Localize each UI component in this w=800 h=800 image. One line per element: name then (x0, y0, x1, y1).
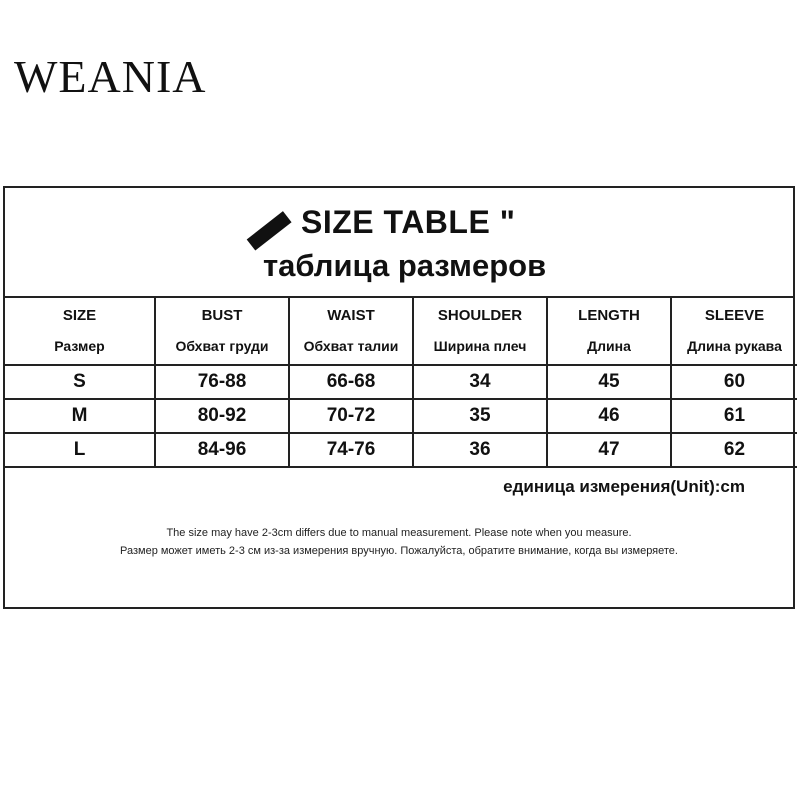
title-slash-mark (247, 211, 292, 250)
table-header-row (5, 296, 797, 365)
cell-size: S (5, 365, 155, 399)
cell-sleeve: 62 (671, 433, 797, 467)
cell-sleeve: 61 (671, 399, 797, 433)
header-cell-shoulder: SHOULDER Ширина плеч (413, 296, 547, 365)
header-cell-bust: BUST Обхват груди (155, 296, 289, 365)
size-table (5, 296, 797, 468)
measurement-note-russian: Размер может иметь 2-3 см из-за измерения вручную. Пожалуйста, обратите внимание, когда вы измеряете. (120, 545, 678, 557)
brand-logo: WEANIA (14, 51, 207, 102)
header-cell-size: SIZE Размер (5, 296, 155, 365)
cell-length: 45 (547, 365, 671, 399)
cell-waist: 74-76 (289, 433, 413, 467)
cell-bust: 76-88 (155, 365, 289, 399)
cell-waist: 70-72 (289, 399, 413, 433)
cell-waist: 66-68 (289, 365, 413, 399)
cell-size: M (5, 399, 155, 433)
cell-bust: 80-92 (155, 399, 289, 433)
cell-shoulder: 36 (413, 433, 547, 467)
cell-length: 46 (547, 399, 671, 433)
title-russian: таблица размеров (263, 248, 547, 283)
cell-shoulder: 35 (413, 399, 547, 433)
table-row (5, 433, 797, 467)
cell-size: L (5, 433, 155, 467)
header-cell-sleeve: SLEEVE Длина рукава (671, 296, 797, 365)
table-row (5, 399, 797, 433)
unit-label: единица измерения(Unit):cm (503, 477, 745, 496)
cell-sleeve: 60 (671, 365, 797, 399)
header-cell-waist: WAIST Обхват талии (289, 296, 413, 365)
size-table-panel (3, 186, 795, 609)
header-cell-length: LENGTH Длина (547, 296, 671, 365)
cell-bust: 84-96 (155, 433, 289, 467)
measurement-note-english: The size may have 2-3cm differs due to manual measurement. Please note when you measure. (166, 527, 632, 539)
title-section (5, 188, 793, 298)
cell-length: 47 (547, 433, 671, 467)
title-english: SIZE TABLE " (301, 204, 516, 240)
cell-shoulder: 34 (413, 365, 547, 399)
table-row (5, 365, 797, 399)
